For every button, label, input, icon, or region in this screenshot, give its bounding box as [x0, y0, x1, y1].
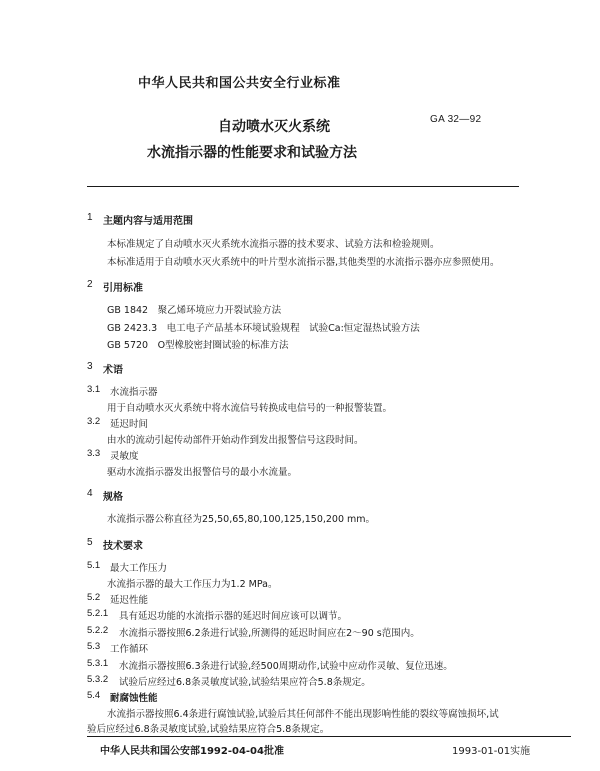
footer-divider — [87, 736, 571, 737]
clause-number: 5.2 — [87, 592, 101, 603]
reference-item: GB 1842 聚乙烯环境应力开裂试验方法 — [107, 305, 282, 316]
standard-category: 中华人民共和国公共安全行业标准 — [138, 76, 341, 91]
reference-item: GB 2423.3 电工电子产品基本环境试验规程 试验Ca:恒定湿热试验方法 — [107, 323, 420, 334]
term-definition: 由水的流动引起传动部件开始动作到发出报警信号这段时间。 — [107, 435, 364, 446]
section-4-paragraph: 水流指示器公称直径为25,50,65,80,100,125,150,200 mm。 — [107, 514, 376, 525]
term-name: 延迟时间 — [110, 419, 149, 430]
clause-number: 5.2.2 — [87, 625, 109, 636]
clause-number: 5.3 — [87, 641, 101, 652]
section-5-title: 技术要求 — [103, 541, 143, 552]
section-3-number: 3 — [87, 361, 93, 372]
clause-number: 5.2.1 — [87, 608, 109, 619]
clause-number: 5.4 — [87, 690, 101, 701]
clause-text: 具有延迟功能的水流指示器的延迟时间应该可以调节。 — [119, 611, 348, 622]
clause-title: 耐腐蚀性能 — [110, 693, 158, 704]
section-2-number: 2 — [87, 279, 93, 290]
term-definition: 驱动水流指示器发出报警信号的最小水流量。 — [107, 467, 298, 478]
section-4-title: 规格 — [103, 492, 123, 503]
section-1-paragraph-1: 本标准规定了自动喷水灭火系统水流指示器的技术要求、试验方法和检验规则。 — [107, 239, 440, 250]
clause-text: 水流指示器按照6.4条进行腐蚀试验,试验后其任何部件不能出现影响性能的裂纹等腐蚀损坏,试 — [107, 709, 499, 720]
section-5-number: 5 — [87, 537, 93, 548]
term-definition: 用于自动喷水灭火系统中将水流信号转换成电信号的一种报警装置。 — [107, 403, 393, 414]
clause-text: 试验后应经过6.8条灵敏度试验,试验结果应符合5.8条规定。 — [119, 677, 371, 688]
clause-text: 水流指示器按照6.2条进行试验,所测得的延迟时间应在2～90 s范围内。 — [119, 628, 420, 639]
document-title-line1: 自动喷水灭火系统 — [218, 119, 330, 135]
clause-number: 5.1 — [87, 560, 101, 571]
section-1-title: 主题内容与适用范围 — [103, 216, 193, 227]
header-divider — [87, 186, 519, 187]
standard-code: GA 32—92 — [430, 114, 482, 125]
term-name: 水流指示器 — [110, 387, 158, 398]
approval-note: 中华人民共和国公安部1992-04-04批准 — [100, 746, 284, 757]
section-2-title: 引用标准 — [103, 283, 143, 294]
clause-text: 水流指示器的最大工作压力为1.2 MPa。 — [107, 579, 278, 590]
clause-text: 验后应经过6.8条灵敏度试验,试验结果应符合5.8条规定。 — [87, 724, 330, 735]
clause-text: 水流指示器按照6.3条进行试验,经500周期动作,试验中应动作灵敏、复位迅速。 — [119, 661, 453, 672]
effective-date: 1993-01-01实施 — [452, 746, 531, 757]
clause-number: 3.3 — [87, 448, 101, 459]
section-3-title: 术语 — [103, 365, 123, 376]
clause-number: 3.1 — [87, 384, 101, 395]
clause-title: 延迟性能 — [110, 595, 149, 606]
term-name: 灵敏度 — [110, 451, 139, 462]
section-1-number: 1 — [87, 212, 93, 223]
reference-item: GB 5720 O型橡胶密封圈试验的标准方法 — [107, 340, 289, 351]
clause-title: 工作循环 — [110, 644, 149, 655]
clause-number: 3.2 — [87, 416, 101, 427]
clause-number: 5.3.1 — [87, 658, 109, 669]
section-1-paragraph-2: 本标准适用于自动喷水灭火系统中的叶片型水流指示器,其他类型的水流指示器亦应参照使用。 — [107, 257, 500, 268]
document-title-line2: 水流指示器的性能要求和试验方法 — [147, 145, 357, 161]
section-4-number: 4 — [87, 488, 93, 499]
clause-number: 5.3.2 — [87, 674, 109, 685]
clause-title: 最大工作压力 — [110, 563, 168, 574]
